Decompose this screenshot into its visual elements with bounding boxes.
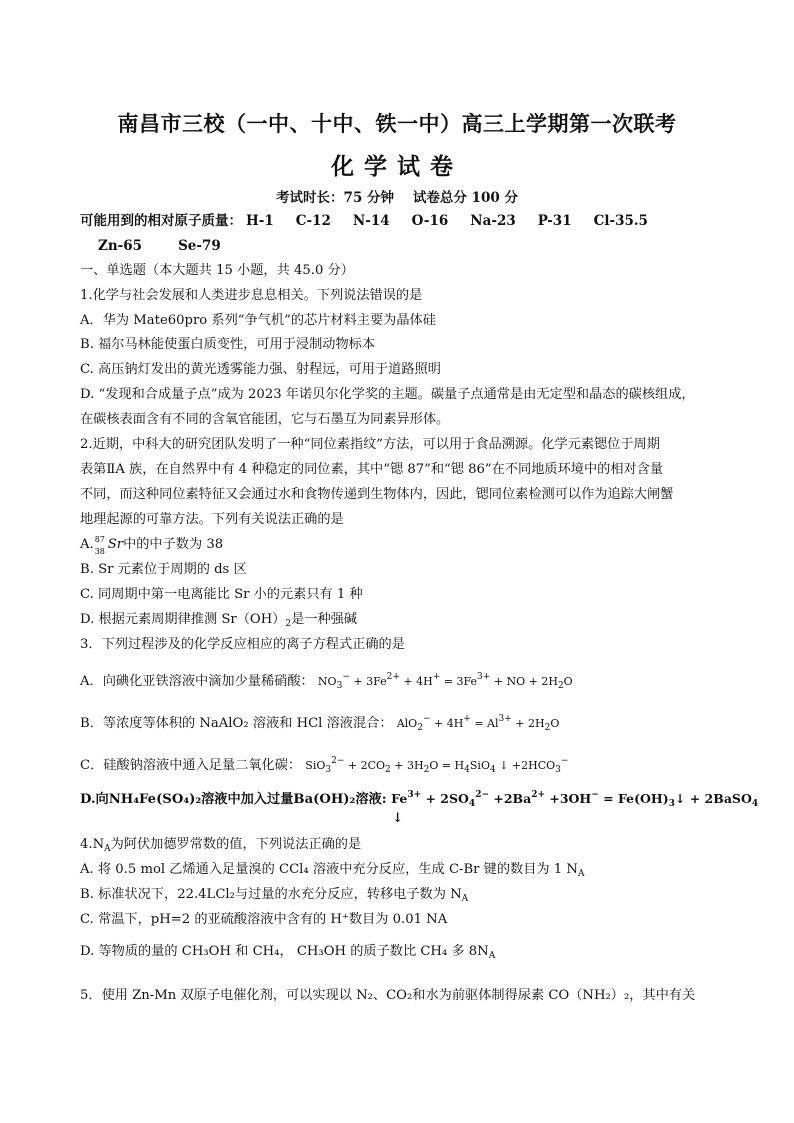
q3-option-b: B．等浓度等体积的 NaAlO₂ 溶液和 HCl 溶液混合： $AlO_2^- + 4H^+ = Al^{3+} + 2H_2O$ bbox=[80, 714, 560, 733]
atomic-mass-item: Na-23 bbox=[470, 213, 516, 229]
section-title: 一、单选题（本大题共 15 小题，共 45.0 分） bbox=[80, 263, 354, 278]
q1-stem: 1.化学与社会发展和人类进步息息相关。下列说法错误的是 bbox=[80, 288, 423, 303]
q5-stem: 5．使用 Zn-Mn 双原子电催化剂，可以实现以 N₂、CO₂和水为前驱体制得尿素 CO（NH₂）₂，其中有关 bbox=[80, 988, 696, 1003]
atomic-mass-item: O-16 bbox=[411, 213, 449, 229]
atomic-mass-item: H-1 bbox=[246, 213, 274, 229]
q2-stem-4: 地理起源的可靠方法。下列有关说法正确的是 bbox=[80, 512, 344, 527]
equation-c: $SiO_3^{2-} + 2CO_2 + 3H_2O = H_4SiO_4$ ↓ $+2HCO_3^-$ bbox=[305, 756, 569, 775]
exam-title: 南昌市三校（一中、十中、铁一中）高三上学期第一次联考 bbox=[117, 112, 677, 136]
atomic-mass-item: Se-79 bbox=[178, 238, 221, 254]
q2-option-a bbox=[80, 536, 720, 554]
exam-info bbox=[0, 186, 794, 206]
q2-stem-1: 2.近期，中科大的研究团队发明了一种“同位素指纹”方法，可以用于食品溯源。化学元素锶位于周期 bbox=[80, 437, 660, 452]
q2-option-d: D. 根据元素周期律推测 $Sr(OH)_2$是一种强碱 bbox=[80, 612, 358, 629]
equation-d: $Fe^{3+} + 2SO_4^{2-} +2Ba^{2+} +3OH^-$ = $Fe(OH)_3↓$ + 2BaSO$_4$ bbox=[391, 790, 759, 809]
q2-option-a-text: 中的中子数为 38 bbox=[123, 537, 224, 552]
q1-option-c: C. 高压钠灯发出的黄光透雾能力强、射程远，可用于道路照明 bbox=[80, 362, 441, 377]
q2-option-c: C. 同周期中第一电离能比 Sr 小的元素只有 1 种 bbox=[80, 587, 363, 602]
q2-option-a-prefix: A. bbox=[80, 537, 94, 552]
nuclide-notation bbox=[94, 536, 108, 554]
exam-subtitle: 化学试卷 bbox=[331, 154, 463, 180]
exam-time: 考试时长：75 分钟 bbox=[276, 190, 395, 206]
q2-option-b: B. Sr 元素位于周期的 ds 区 bbox=[80, 562, 247, 577]
equation-b: $AlO_2^- + 4H^+ = Al^{3+} + 2H_2O$ bbox=[396, 714, 560, 733]
q4-option-d: D. 等物质的量的 CH₃OH 和 CH₄， CH₃OH 的质子数比 CH₄ 多 $8N_A$ bbox=[80, 944, 496, 961]
q3-option-a: A．向碘化亚铁溶液中滴加少量稀硝酸： $NO_3^- + 3Fe^{2+} + 4H^+ = 3Fe^{3+}$ + NO + $2H_2O$ bbox=[80, 672, 573, 691]
q3-option-c: C．硅酸钠溶液中通入足量二氧化碳： $SiO_3^{2-} + 2CO_2 + 3H_2O = H_4SiO_4$ ↓ $+2HCO_3^-$ bbox=[80, 756, 569, 775]
atomic-mass-item: N-14 bbox=[352, 213, 390, 229]
atomic-mass-item: C-12 bbox=[295, 213, 331, 229]
equation-a: $NO_3^- + 3Fe^{2+} + 4H^+ = 3Fe^{3+}$ + NO + $2H_2O$ bbox=[317, 672, 573, 691]
q4-option-c: C. 常温下，pH=2 的亚硫酸溶液中含有的 H⁺数目为 0.01 NA bbox=[80, 912, 448, 927]
atomic-mass-row-2 bbox=[98, 237, 738, 255]
q2-stem-2: 表第ⅡA 族，在自然界中有 4 种稳定的同位素，其中“锶 87”和“锶 86”在不同地质环境中的相对含量 bbox=[80, 462, 664, 477]
atomic-number: 38 bbox=[94, 547, 105, 556]
atomic-mass-item: P-31 bbox=[537, 213, 572, 229]
q4-stem: $4.N_A$为阿伏加德罗常数的值，下列说法正确的是 bbox=[80, 837, 362, 854]
atomic-mass-row-1 bbox=[80, 212, 720, 230]
precipitate-arrow: ↓ bbox=[392, 811, 404, 826]
element-symbol: Sr bbox=[107, 537, 124, 552]
q3-option-d: D.向NH₄Fe(SO₄)₂溶液中加入过量Ba(OH)₂溶液: $Fe^{3+} + 2SO_4^{2-} +2Ba^{2+} +3OH^-$ = $Fe(OH)_3↓$ + 2BaSO$_4$ bbox=[80, 790, 759, 809]
q1-option-a: A．华为 Mate60pro 系列“争气机”的芯片材料主要为晶体硅 bbox=[80, 313, 436, 328]
q1-option-b: B. 福尔马林能使蛋白质变性，可用于浸制动物标本 bbox=[80, 337, 376, 352]
q4-option-a: A. 将 0.5 mol 乙烯通入足量溴的 CCl₄ 溶液中充分反应，生成 C-Br 键的数目为 1 $N_A$ bbox=[80, 862, 585, 879]
q3-stem: 3．下列过程涉及的化学反应相应的离子方程式正确的是 bbox=[80, 637, 405, 652]
q4-option-b: B. 标准状况下，22.4LCl₂与过量的水充分反应，转移电子数为 $N_A$ bbox=[80, 887, 469, 904]
mass-number: 87 bbox=[94, 535, 105, 544]
q2-stem-3: 不同，而这种同位素特征又会通过水和食物传递到生物体内，因此，锶同位素检测可以作为追踪大闸蟹 bbox=[80, 487, 674, 502]
atomic-mass-item: Cl-35.5 bbox=[593, 213, 648, 229]
exam-total-score: 试卷总分 100 分 bbox=[412, 190, 518, 206]
atomic-mass-item: Zn-65 bbox=[98, 238, 143, 254]
q1-option-d-cont: 在碳核表面含有不同的含氧官能团，它与石墨互为同素异形体。 bbox=[80, 412, 450, 427]
atomic-mass-label: 可能用到的相对原子质量： bbox=[80, 213, 242, 229]
q1-option-d: D. “发现和合成量子点”成为 2023 年诺贝尔化学奖的主题。碳量子点通常是由无定型和晶态的碳核组成， bbox=[80, 387, 695, 402]
